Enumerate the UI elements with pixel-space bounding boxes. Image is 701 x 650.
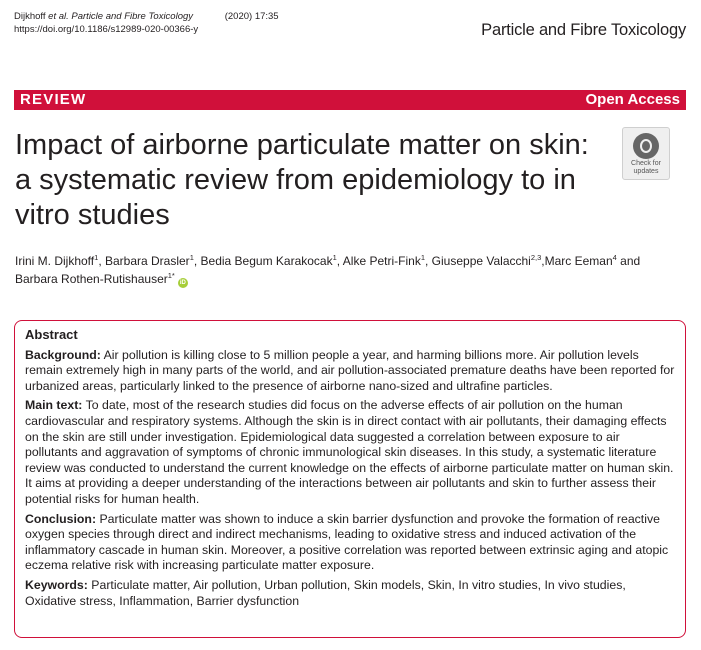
orcid-icon[interactable]: iD bbox=[179, 280, 186, 286]
author-name[interactable]: Marc Eeman bbox=[544, 254, 613, 268]
author-separator: , bbox=[336, 254, 343, 268]
article-type-label: REVIEW bbox=[20, 91, 87, 108]
author-affiliation: 1 bbox=[332, 253, 337, 262]
journal-name: Particle and Fibre Toxicology bbox=[481, 21, 686, 39]
author-separator: , bbox=[425, 254, 432, 268]
author-affiliation: 1 bbox=[189, 253, 194, 262]
author-affiliation: 1 bbox=[94, 253, 99, 262]
author-separator: and bbox=[616, 254, 641, 268]
citation-line bbox=[14, 10, 279, 23]
abstract-conclusion: Conclusion: Particulate matter was shown to induce a skin barrier dysfunction and provoke the formation of reactive oxygen species through direct and indirect mechanisms, leading to oxidative stress and induced activation of the inflammatory cascade in human skin. Moreover, a positive correlation was reported between extrinsic aging and atopic eczema relative risk with increasing particulate matter exposure. bbox=[25, 511, 669, 573]
abstract-box bbox=[14, 320, 686, 638]
author-affiliation: 1* bbox=[167, 271, 175, 280]
check-for-updates-text: Check for updates bbox=[631, 160, 661, 175]
author-separator: , bbox=[541, 254, 545, 268]
author-affiliation: 1 bbox=[420, 253, 425, 262]
check-for-updates-icon bbox=[633, 133, 659, 159]
author-separator: , bbox=[98, 254, 105, 268]
abstract-main-text: Main text: To date, most of the research studies did focus on the adverse effects of air pollution on the human cardiovascular and respiratory systems. Although the skin is in direct contact with air pollutants, their damaging effects on the skin are still under investigation. Epidemiological data suggested a correlation between exposure to air pollutants and aggravation of symptoms of chronic immunological skin diseases. In this study, a systematic literature review was conducted to understand the current knowledge on the effects of airborne particulate matter on human skin. It aims at providing a deeper understanding of the interactions between air pollutants and skin to further assess their potential risks for human health. bbox=[25, 398, 674, 506]
author-name[interactable]: Alke Petri-Fink bbox=[342, 254, 421, 268]
doi-link[interactable]: https://doi.org/10.1186/s12989-020-00366-y bbox=[14, 24, 199, 35]
abstract-keywords: Keywords: Particulate matter, Air pollution, Urban pollution, Skin models, Skin, In vitro studies, In vivo studies, Oxidative stress, Inflammation, Barrier dysfunction bbox=[25, 577, 626, 608]
abstract-heading: Abstract bbox=[25, 327, 78, 342]
open-access-label: Open Access bbox=[585, 91, 680, 108]
check-for-updates-badge[interactable] bbox=[622, 127, 670, 180]
author-name[interactable]: Bedia Begum Karakocak bbox=[200, 254, 333, 268]
citation-authors: Dijkhoff bbox=[14, 11, 49, 22]
article-type-band bbox=[14, 90, 686, 110]
author-affiliation: 4 bbox=[612, 253, 617, 262]
citation-header bbox=[14, 10, 279, 36]
author-name[interactable]: Irini M. Dijkhoff bbox=[15, 254, 95, 268]
citation-year: (2020) 17:35 bbox=[224, 11, 279, 22]
author-separator: , bbox=[193, 254, 201, 268]
abstract-background: Background: Air pollution is killing close to 5 million people a year, and harming billions more. Air pollution levels remain extremely high in many parts of the world, and air pollution-associated premature deaths have been reported for urbanized areas, particularly linked to the presence of airborne nano-sized and ultrafine particles. bbox=[25, 347, 675, 393]
author-affiliation: 2,3 bbox=[530, 253, 542, 262]
author-name[interactable]: Barbara Rothen-Rutishauser bbox=[15, 272, 168, 286]
author-list bbox=[15, 252, 675, 288]
author-name[interactable]: Barbara Drasler bbox=[104, 254, 190, 268]
article-title: Impact of airborne particulate matter on skin: a systematic review from epidemiology to in vitro studies bbox=[15, 129, 589, 231]
citation-journal: et al. Particle and Fibre Toxicology bbox=[48, 11, 194, 22]
author-name[interactable]: Giuseppe Valacchi bbox=[431, 254, 531, 268]
